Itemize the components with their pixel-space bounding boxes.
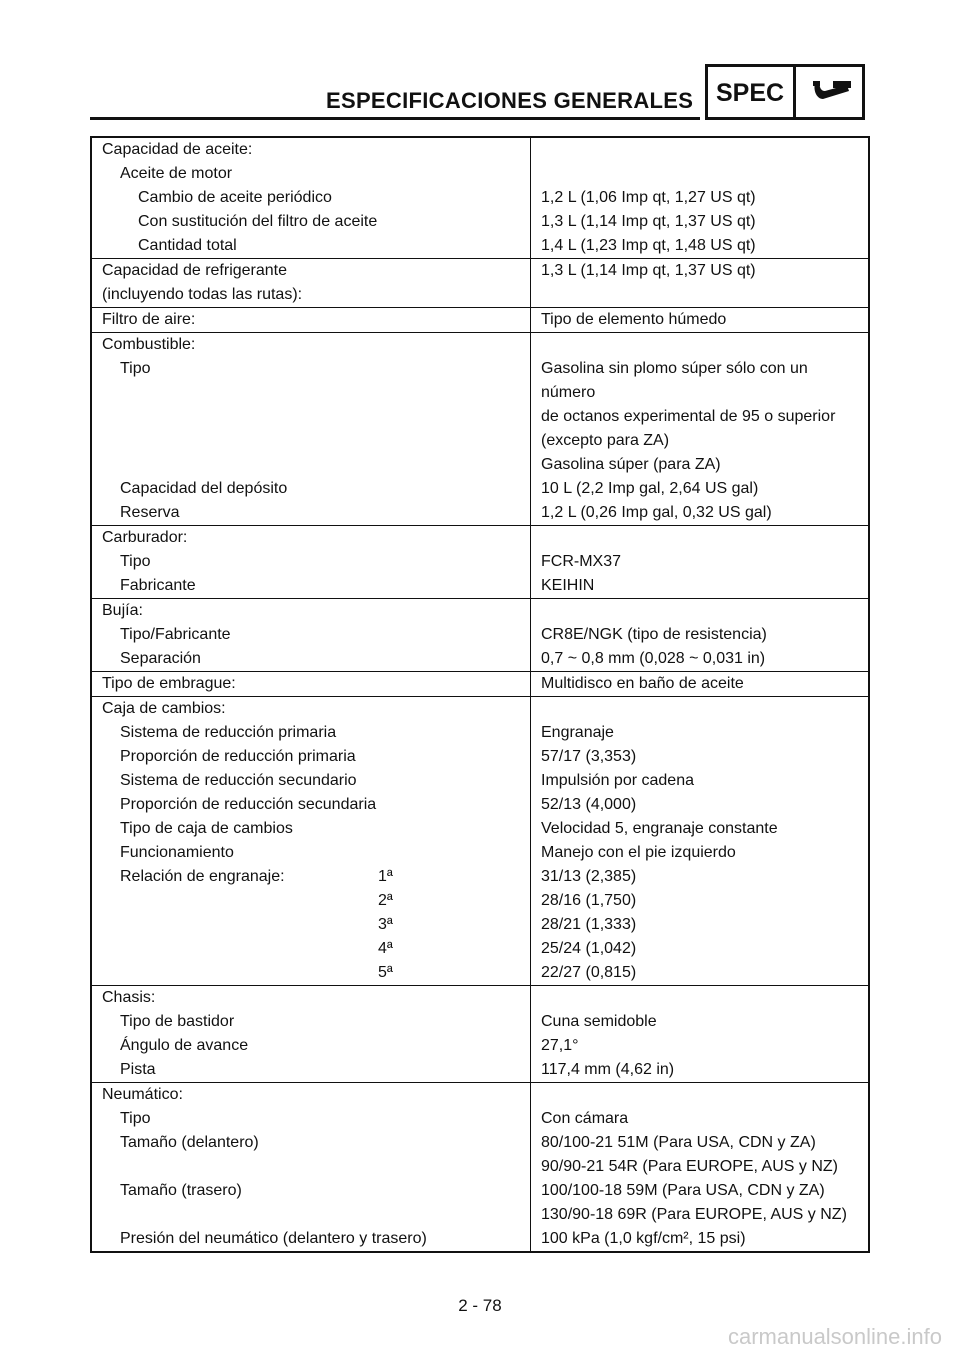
spec-value: 57/17 (3,353) [531,745,870,769]
spec-value: 1,3 L (1,14 Imp qt, 1,37 US qt) [531,259,870,284]
spec-row [91,793,869,817]
spec-value: Engranaje [531,721,870,745]
spec-row [91,429,869,453]
spec-value: 90/90-21 54R (Para EUROPE, AUS y NZ) [531,1155,870,1179]
spec-label-cell [91,405,531,429]
spec-label-cell [91,841,531,865]
spec-label-cell [91,889,531,913]
spec-label-cell [91,1058,531,1083]
spec-value [531,986,870,1011]
spec-label: Tipo [120,360,151,377]
spec-box [705,64,865,120]
spec-value: 130/90-18 69R (Para EUROPE, AUS y NZ) [531,1203,870,1227]
spec-row [91,186,869,210]
spec-label: SPEC [716,79,785,107]
spec-row [91,210,869,234]
spec-label: Pista [120,1061,156,1078]
spec-value: CR8E/NGK (tipo de resistencia) [531,623,870,647]
spec-row [91,817,869,841]
spec-label: Proporción de reducción primaria [120,748,356,765]
spec-label: Relación de engranaje: [120,868,285,885]
spec-label: Capacidad de aceite: [102,141,253,158]
spec-value: 1,2 L (1,06 Imp qt, 1,27 US qt) [531,186,870,210]
spec-row [91,333,869,358]
spec-value [531,137,870,162]
spec-value: 1,3 L (1,14 Imp qt, 1,37 US qt) [531,210,870,234]
spec-label-cell [91,501,531,526]
spec-value: 25/24 (1,042) [531,937,870,961]
spec-label: Tamaño (delantero) [120,1134,259,1151]
gear-ordinal: 3ª [378,916,393,933]
spec-value: 0,7 ~ 0,8 mm (0,028 ~ 0,031 in) [531,647,870,672]
header-rule [90,117,700,120]
spec-label: Fabricante [120,577,196,594]
spec-row [91,259,869,284]
spec-row [91,1058,869,1083]
spec-label: Caja de cambios: [102,700,226,717]
spec-label: Tipo de embrague: [102,675,236,692]
spec-row [91,1155,869,1179]
spec-value: Gasolina súper (para ZA) [531,453,870,477]
spec-row [91,1179,869,1203]
spec-row [91,1083,869,1108]
spec-value: 22/27 (0,815) [531,961,870,986]
spec-row [91,865,869,889]
spec-row [91,1107,869,1131]
spec-row [91,526,869,551]
spec-label: Capacidad de refrigerante [102,262,288,279]
spec-label-cell [91,234,531,259]
spec-label: Tipo/Fabricante [120,626,231,643]
spec-label: Tipo [120,1110,151,1127]
spec-label: Tipo de bastidor [120,1013,235,1030]
spec-row [91,913,869,937]
spec-label-cell [91,186,531,210]
spec-label-cell [91,697,531,722]
spec-row [91,623,869,647]
page-title: ESPECIFICACIONES GENERALES [326,88,694,113]
spec-value: Impulsión por cadena [531,769,870,793]
spec-value: Manejo con el pie izquierdo [531,841,870,865]
spec-value: 28/16 (1,750) [531,889,870,913]
spec-row [91,501,869,526]
spec-label-cell [91,793,531,817]
spec-label-cell [91,210,531,234]
spec-label: Presión del neumático (delantero y trasero) [120,1230,427,1247]
spec-row [91,721,869,745]
spec-row [91,357,869,405]
spec-label-cell [91,986,531,1011]
spec-value: Multidisco en baño de aceite [531,672,870,697]
spec-label: Sistema de reducción secundario [120,772,357,789]
spec-label: Funcionamiento [120,844,234,861]
gear-ordinal: 5ª [378,964,393,981]
spec-label-cell [91,937,531,961]
spec-label-cell [91,1203,531,1227]
spec-row [91,647,869,672]
spec-row [91,574,869,599]
spec-row [91,550,869,574]
spec-value: Con cámara [531,1107,870,1131]
spec-row [91,986,869,1011]
spec-label-cell [91,477,531,501]
spec-label-cell [91,526,531,551]
spec-label-cell [91,721,531,745]
spec-label-cell [91,1034,531,1058]
spec-label-cell [91,745,531,769]
spec-label-cell [91,817,531,841]
spec-label-cell [91,162,531,186]
spec-row [91,234,869,259]
spec-value [531,599,870,624]
spec-label-cell [91,1107,531,1131]
spec-value: KEIHIN [531,574,870,599]
spec-label-cell [91,283,531,308]
spec-row [91,961,869,986]
spec-value: 80/100-21 51M (Para USA, CDN y ZA) [531,1131,870,1155]
spec-label-cell [91,672,531,697]
spec-label-cell [91,1083,531,1108]
spec-row [91,283,869,308]
spec-value: Velocidad 5, engranaje constante [531,817,870,841]
spec-label-cell [91,574,531,599]
spec-label: Carburador: [102,529,188,546]
spec-label-cell [91,453,531,477]
spec-label-cell [91,623,531,647]
spec-label: Chasis: [102,989,156,1006]
spec-row [91,162,869,186]
spec-value [531,283,870,308]
spec-label-cell [91,961,531,986]
spec-label-cell [91,1179,531,1203]
spec-value: FCR-MX37 [531,550,870,574]
spec-label: Con sustitución del filtro de aceite [138,213,378,230]
spec-label-cell [91,1155,531,1179]
spec-value: (excepto para ZA) [531,429,870,453]
spec-row [91,769,869,793]
spec-row [91,599,869,624]
spec-label-cell [91,333,531,358]
spec-label: Filtro de aire: [102,311,196,328]
spec-row [91,937,869,961]
spec-label-cell [91,357,531,405]
watermark: carmanualsonline.info [727,1324,942,1349]
spec-label: (incluyendo todas las rutas): [102,286,303,303]
spec-value: 1,4 L (1,23 Imp qt, 1,48 US qt) [531,234,870,259]
spec-label: Separación [120,650,201,667]
spec-value: 52/13 (4,000) [531,793,870,817]
spec-row [91,1010,869,1034]
spec-label-cell [91,137,531,162]
spec-value: Tipo de elemento húmedo [531,308,870,333]
wrench-icon [811,77,855,107]
page-number: 2 - 78 [458,1296,502,1315]
spec-label: Cambio de aceite periódico [138,189,332,206]
spec-label-cell [91,429,531,453]
spec-value [531,162,870,186]
spec-box-divider [793,67,796,117]
spec-row [91,1227,869,1252]
spec-value [531,333,870,358]
spec-row [91,1034,869,1058]
spec-row [91,1203,869,1227]
spec-row [91,697,869,722]
spec-value: 100/100-18 59M (Para USA, CDN y ZA) [531,1179,870,1203]
spec-label: Tipo de caja de cambios [120,820,293,837]
spec-value: de octanos experimental de 95 o superior [531,405,870,429]
spec-value: 31/13 (2,385) [531,865,870,889]
spec-row [91,889,869,913]
spec-value: 10 L (2,2 Imp gal, 2,64 US gal) [531,477,870,501]
spec-row [91,453,869,477]
spec-row [91,672,869,697]
spec-row [91,477,869,501]
spec-label-cell [91,308,531,333]
spec-value: 1,2 L (0,26 Imp gal, 0,32 US gal) [531,501,870,526]
spec-row [91,841,869,865]
spec-label: Cantidad total [138,237,237,254]
spec-label-cell [91,1010,531,1034]
gear-ordinal: 4ª [378,940,393,957]
spec-value: Cuna semidoble [531,1010,870,1034]
spec-row [91,405,869,429]
spec-label-cell [91,599,531,624]
spec-value [531,1083,870,1108]
spec-value [531,697,870,722]
spec-value: Gasolina sin plomo súper sólo con un número [531,357,870,405]
spec-label-cell [91,647,531,672]
spec-label-cell [91,769,531,793]
spec-label: Sistema de reducción primaria [120,724,337,741]
spec-label: Aceite de motor [120,165,233,182]
spec-label: Tamaño (trasero) [120,1182,242,1199]
spec-value: 117,4 mm (4,62 in) [531,1058,870,1083]
spec-value [531,526,870,551]
spec-row [91,308,869,333]
spec-label: Proporción de reducción secundaria [120,796,377,813]
specifications-table [90,136,870,1253]
spec-label-cell [91,259,531,284]
spec-label: Combustible: [102,336,196,353]
spec-label: Ángulo de avance [120,1037,249,1054]
spec-label: Neumático: [102,1086,183,1103]
gear-ordinal: 2ª [378,892,393,909]
spec-row [91,745,869,769]
spec-label-cell [91,1227,531,1252]
spec-label-cell [91,550,531,574]
spec-row [91,1131,869,1155]
spec-label: Capacidad del depósito [120,480,288,497]
spec-label-cell [91,1131,531,1155]
gear-ordinal: 1ª [378,868,393,885]
spec-label-cell [91,913,531,937]
spec-label: Tipo [120,553,151,570]
spec-value: 27,1° [531,1034,870,1058]
spec-value: 100 kPa (1,0 kgf/cm², 15 psi) [531,1227,870,1252]
spec-label-cell [91,865,531,889]
spec-label: Bujía: [102,602,143,619]
spec-value: 28/21 (1,333) [531,913,870,937]
spec-row [91,137,869,162]
spec-label: Reserva [120,504,180,521]
